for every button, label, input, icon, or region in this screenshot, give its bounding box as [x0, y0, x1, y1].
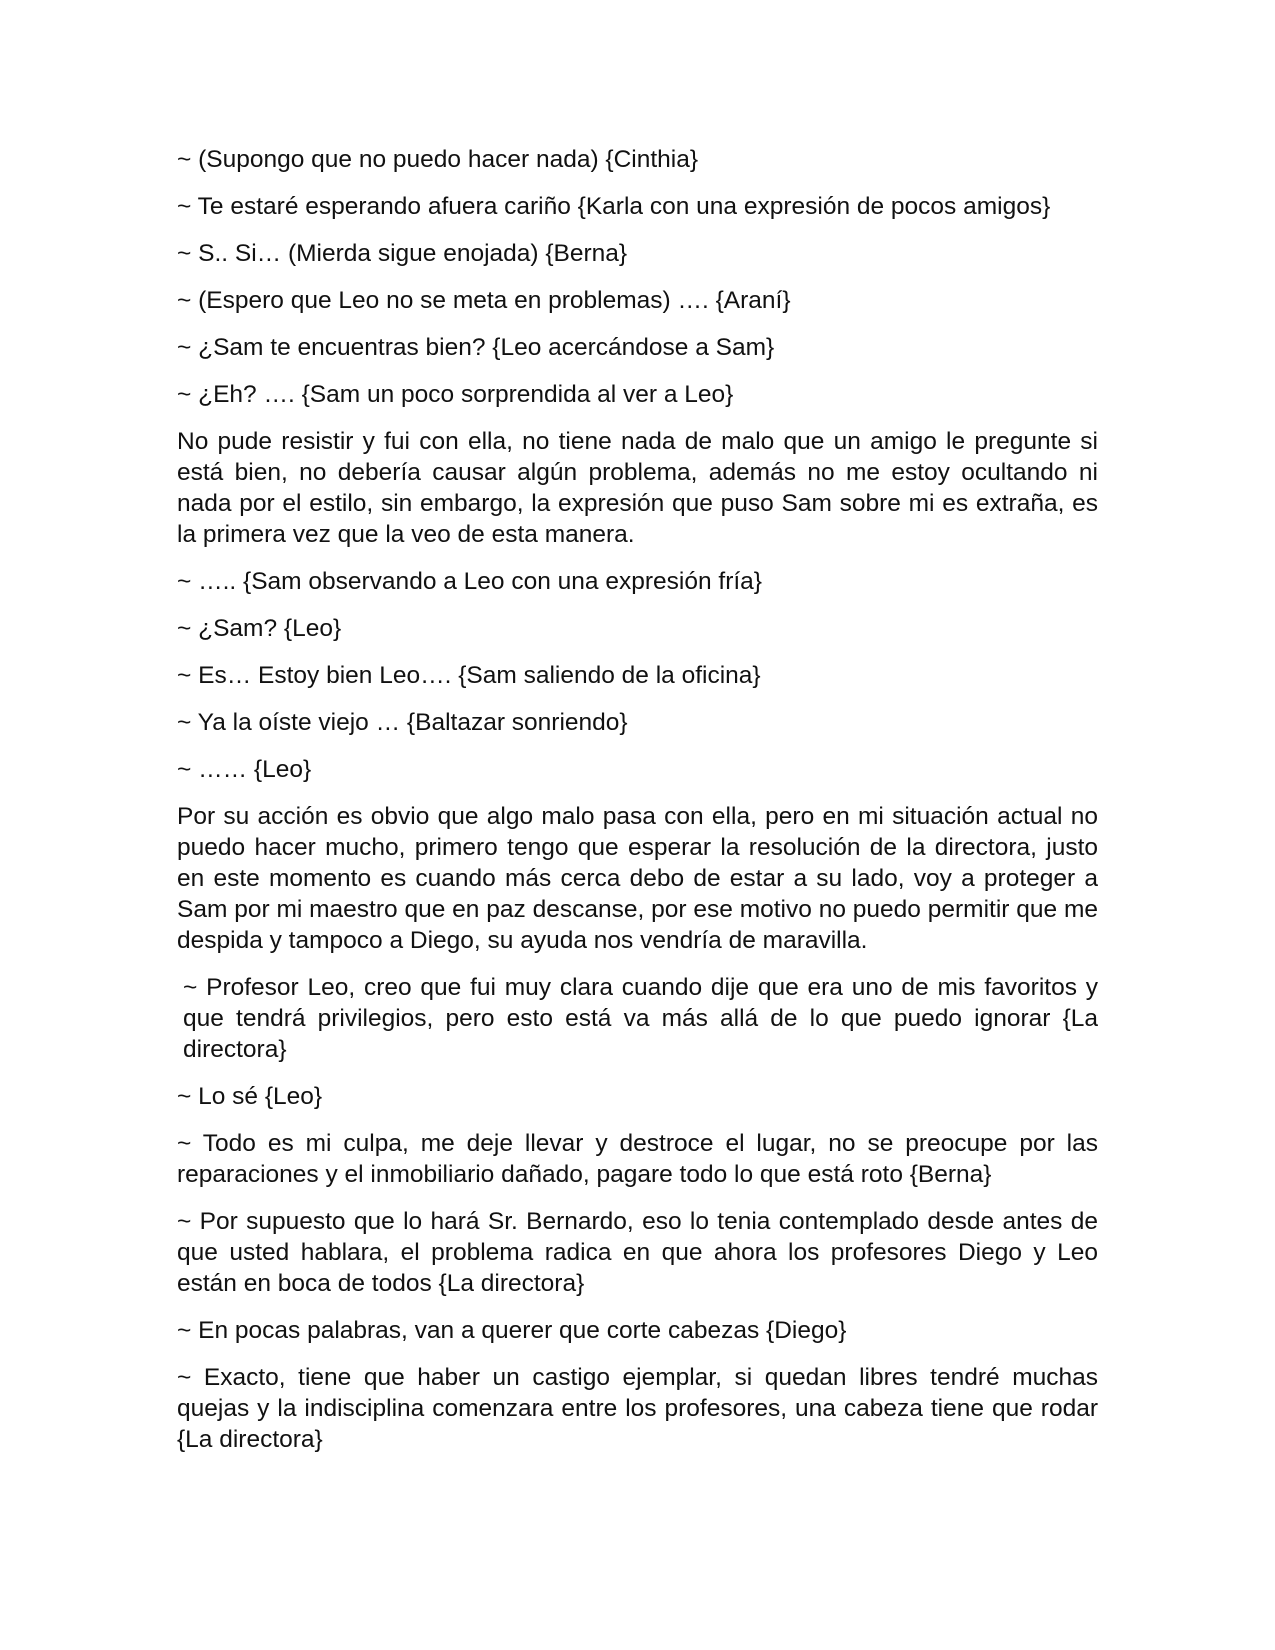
dialogue-line: ~ ¿Sam te encuentras bien? {Leo acercándose a Sam}: [177, 334, 775, 361]
dialogue-line: ~ Por supuesto que lo hará Sr. Bernardo, eso lo tenia contemplado desde antes de que usted hablara, el problema radica en que ahora los profesores Diego y Leo están en boca de todos {La directora}: [177, 1208, 1098, 1297]
dialogue-line: ~ Exacto, tiene que haber un castigo ejemplar, si quedan libres tendré muchas quejas y la indisciplina comenzara entre los profesores, una cabeza tiene que rodar {La directora}: [177, 1364, 1098, 1453]
narrative-paragraph: Por su acción es obvio que algo malo pasa con ella, pero en mi situación actual no puedo hacer mucho, primero tengo que esperar la resolución de la directora, justo en este momento es cuando más cerca debo de estar a su lado, voy a proteger a Sam por mi maestro que en paz descanse, por ese motivo no puedo permitir que me despida y tampoco a Diego, su ayuda nos vendría de maravilla.: [177, 803, 1098, 954]
dialogue-line: ~ Es… Estoy bien Leo…. {Sam saliendo de la oficina}: [177, 662, 761, 689]
dialogue-line: ~ Lo sé {Leo}: [177, 1083, 323, 1110]
dialogue-line: ~ Te estaré esperando afuera cariño {Karla con una expresión de pocos amigos}: [177, 193, 1051, 220]
dialogue-line: ~ Todo es mi culpa, me deje llevar y destroce el lugar, no se preocupe por las reparaciones y el inmobiliario dañado, pagare todo lo que está roto {Berna}: [177, 1130, 1098, 1188]
dialogue-line: ~ (Espero que Leo no se meta en problemas) …. {Araní}: [177, 287, 791, 314]
dialogue-line: ~ ¿Sam? {Leo}: [177, 615, 342, 642]
dialogue-line: ~ (Supongo que no puedo hacer nada) {Cinthia}: [177, 146, 699, 173]
dialogue-line: ~ Profesor Leo, creo que fui muy clara cuando dije que era uno de mis favoritos y que tendrá privilegios, pero esto está va más allá de lo que puedo ignorar {La directora}: [183, 974, 1098, 1063]
narrative-paragraph: No pude resistir y fui con ella, no tiene nada de malo que un amigo le pregunte si está bien, no debería causar algún problema, además no me estoy ocultando ni nada por el estilo, sin embargo, la expresión que puso Sam sobre mi es extraña, es la primera vez que la veo de esta manera.: [177, 428, 1098, 548]
document-body: [177, 144, 1098, 1471]
dialogue-line: ~ Ya la oíste viejo … {Baltazar sonriendo}: [177, 709, 628, 736]
dialogue-line: ~ S.. Si… (Mierda sigue enojada) {Berna}: [177, 240, 628, 267]
dialogue-line: ~ …… {Leo}: [177, 756, 312, 783]
dialogue-line: ~ ¿Eh? …. {Sam un poco sorprendida al ver a Leo}: [177, 381, 734, 408]
dialogue-line: ~ ….. {Sam observando a Leo con una expresión fría}: [177, 568, 762, 595]
dialogue-line: ~ En pocas palabras, van a querer que corte cabezas {Diego}: [177, 1317, 847, 1344]
